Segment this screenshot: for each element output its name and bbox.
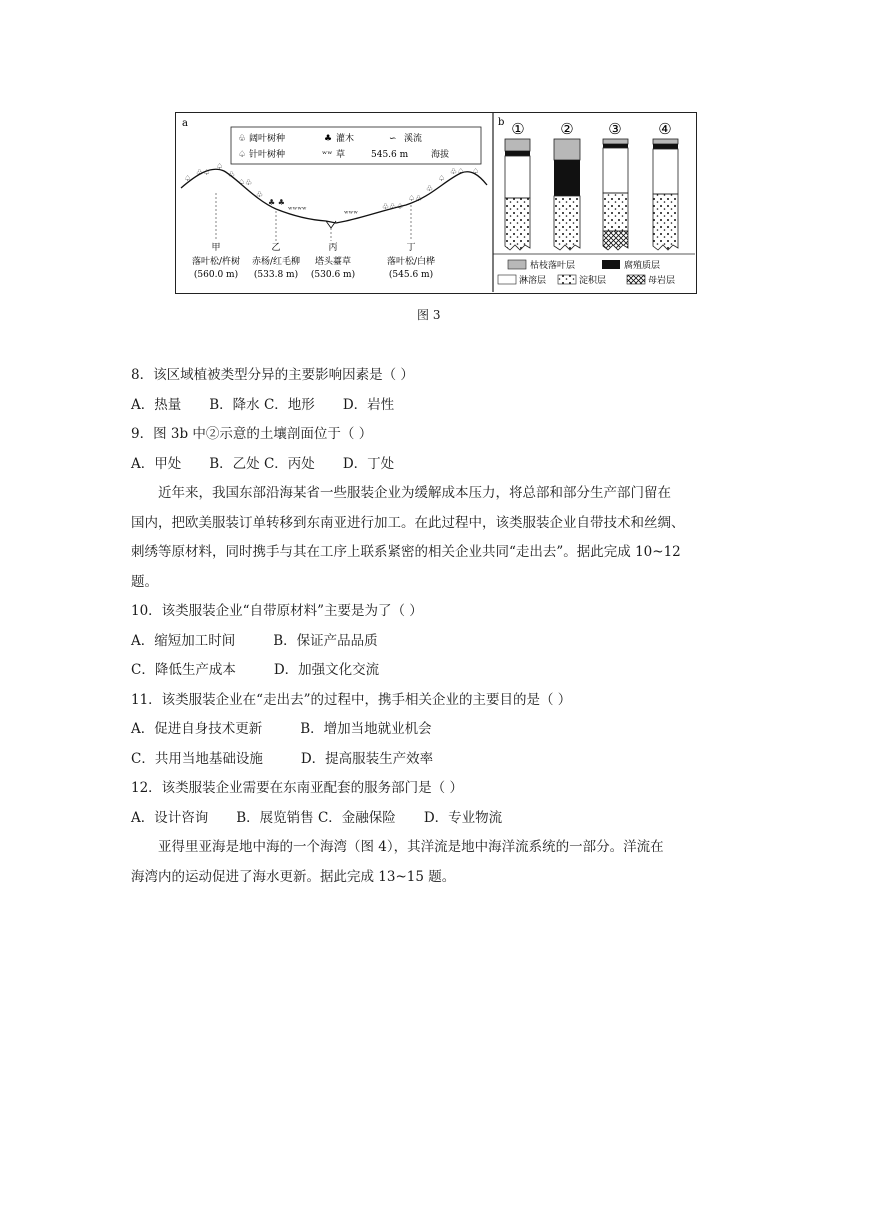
question-10-options-ab xyxy=(131,627,751,657)
shrub-icon: ♣ xyxy=(324,134,333,144)
legend-humus-swatch xyxy=(602,260,620,269)
question-11-options-cd xyxy=(131,745,751,775)
q12-option-a: A．设计咨询 xyxy=(131,809,209,826)
figure-3 xyxy=(175,112,697,294)
site-jia-name: 甲 xyxy=(211,243,221,253)
q11-option-a: A．促进自身技术更新 xyxy=(131,721,263,737)
svg-text:♤: ♤ xyxy=(438,174,446,183)
soil-profile-3 xyxy=(603,139,628,250)
svg-text:♤♧: ♤♧ xyxy=(238,178,253,187)
profile-3-label: ③ xyxy=(608,120,622,138)
legend-eluvial-swatch xyxy=(498,275,516,284)
figure-caption: 图 3 xyxy=(417,308,441,322)
site-drop-lines xyxy=(216,193,411,241)
site-jia-elevation: (560.0 m) xyxy=(193,270,239,280)
q8-option-d: D．岩性 xyxy=(342,396,395,413)
legend-stream: 溪流 xyxy=(404,134,423,144)
question-body xyxy=(131,361,751,892)
question-12-options xyxy=(131,804,751,834)
q12-option-c: C．金融保险 xyxy=(317,809,396,826)
legend-illuvial-swatch xyxy=(558,275,576,284)
legend-parent: 母岩层 xyxy=(648,276,676,286)
panel-b-letter: b xyxy=(498,117,505,128)
legend-conifer: 针叶树种 xyxy=(249,150,286,160)
q8-option-b: B．降水 xyxy=(209,396,260,413)
svg-text:♧♧♤: ♧♧♤ xyxy=(382,202,404,211)
svg-text:♧♤: ♧♤ xyxy=(450,167,465,176)
passage-2-line-1: 亚得里亚海是地中海的一个海湾（图 4），其洋流是地中海洋流系统的一部分。洋流在 xyxy=(158,839,664,855)
site-ding-vegetation: 落叶松/白桦 xyxy=(386,257,436,267)
legend-humus: 腐殖质层 xyxy=(624,261,661,271)
passage-1-line-2: 国内，把欧美服装订单转移到东南亚进行加工。在此过程中，该类服装企业自带技术和丝绸、 xyxy=(131,514,685,531)
q12-option-d: D．专业物流 xyxy=(423,809,503,826)
legend-litter: 枯枝落叶层 xyxy=(530,261,576,271)
q11-option-d: D．提高服装生产效率 xyxy=(300,750,434,767)
figure-3-svg xyxy=(176,113,695,292)
site-bing-vegetation: 塔头薹草 xyxy=(314,257,352,267)
legend-elevation: 海拔 xyxy=(431,150,450,160)
q9-option-d: D．丁处 xyxy=(342,455,395,472)
question-10-options-cd xyxy=(131,656,751,686)
site-jia-vegetation: 落叶松/杵树 xyxy=(191,257,241,267)
legend-shrub: 灌木 xyxy=(336,134,355,144)
question-12: 12．该类服装企业需要在东南亚配套的服务部门是（ ） xyxy=(131,780,463,796)
site-yi-elevation: (533.8 m) xyxy=(253,270,299,280)
legend-parent-swatch xyxy=(627,275,645,284)
svg-text:ʷʷʷʷ: ʷʷʷʷ xyxy=(288,205,307,214)
site-bing-elevation: (530.6 m) xyxy=(310,270,356,280)
soil-profile-4 xyxy=(653,139,678,250)
q11-option-c: C．共用当地基础设施 xyxy=(131,750,263,767)
q10-option-b: B．保证产品品质 xyxy=(273,632,378,649)
question-10: 10．该类服装企业“自带原材料”主要是为了（ ） xyxy=(131,603,423,619)
svg-text:♧: ♧ xyxy=(256,190,264,199)
svg-text:ʷʷʷ: ʷʷʷ xyxy=(344,209,359,218)
q11-option-b: B．增加当地就业机会 xyxy=(300,721,432,737)
svg-text:♤: ♤ xyxy=(472,167,480,176)
site-yi-vegetation: 赤杨/红毛柳 xyxy=(251,257,301,267)
legend-elevation-sample: 545.6 m xyxy=(371,150,409,160)
conifer-icon: ♤ xyxy=(238,150,247,160)
soil-profile-1 xyxy=(505,139,530,250)
panel-a-letter: a xyxy=(182,118,188,129)
grass-icon: ʷʷ xyxy=(322,150,333,160)
passage-2-line-2: 海湾内的运动促进了海水更新。据此完成 13~15 题。 xyxy=(131,868,456,885)
q10-option-d: D．加强文化交流 xyxy=(273,662,380,678)
legend-broadleaf: 阔叶树种 xyxy=(249,134,286,144)
profile-1-label: ① xyxy=(511,120,525,138)
passage-1-line-1: 近年来，我国东部沿海某省一些服装企业为缓解成本压力，将总部和部分生产部门留在 xyxy=(158,485,671,501)
legend-eluvial: 淋溶层 xyxy=(519,276,547,286)
q8-option-c: C．地形 xyxy=(263,396,315,413)
q9-option-c: C．丙处 xyxy=(263,455,315,472)
question-8-options xyxy=(131,391,751,421)
stream-icon: ∽ xyxy=(389,134,397,144)
svg-text:♤: ♤ xyxy=(216,162,224,171)
site-yi-name: 乙 xyxy=(271,243,281,253)
svg-text:♣ ♣: ♣ ♣ xyxy=(268,198,285,207)
question-9-options xyxy=(131,450,751,480)
question-8: 8．该区域植被类型分异的主要影响因素是（ ） xyxy=(131,367,414,383)
site-bing-name: 丙 xyxy=(328,243,338,253)
profile-2-label: ② xyxy=(560,120,574,138)
svg-text:♧: ♧ xyxy=(426,184,434,193)
site-ding-name: 丁 xyxy=(406,243,416,253)
legend-litter-swatch xyxy=(508,260,526,269)
q12-option-b: B．展览销售 xyxy=(236,809,314,826)
question-11-options-ab xyxy=(131,715,751,745)
q9-option-a: A．甲处 xyxy=(131,455,182,472)
passage-1-line-4: 题。 xyxy=(131,573,158,590)
question-9: 9．图 3b 中②示意的土壤剖面位于（ ） xyxy=(131,426,373,442)
q9-option-b: B．乙处 xyxy=(209,455,260,472)
svg-text:♧♤: ♧♤ xyxy=(196,168,211,177)
q8-option-a: A．热量 xyxy=(131,396,182,413)
q10-option-a: A．缩短加工时间 xyxy=(131,632,236,649)
svg-text:♤♧: ♤♧ xyxy=(408,194,423,203)
q10-option-c: C．降低生产成本 xyxy=(131,662,236,678)
legend-illuvial: 淀积层 xyxy=(579,276,607,286)
svg-text:♧: ♧ xyxy=(228,170,236,179)
profile-4-label: ④ xyxy=(658,120,672,138)
svg-text:♤: ♤ xyxy=(184,174,192,183)
legend-grass: 草 xyxy=(336,150,346,160)
passage-1-line-3: 刺绣等原材料，同时携手与其在工序上联系紧密的相关企业共同“走出去”。据此完成 10~12 xyxy=(131,544,681,560)
soil-profile-2 xyxy=(554,139,580,250)
site-ding-elevation: (545.6 m) xyxy=(388,270,434,280)
broadleaf-icon: ♧ xyxy=(238,134,247,144)
question-11: 11．该类服装企业在“走出去”的过程中，携手相关企业的主要目的是（ ） xyxy=(131,691,572,708)
